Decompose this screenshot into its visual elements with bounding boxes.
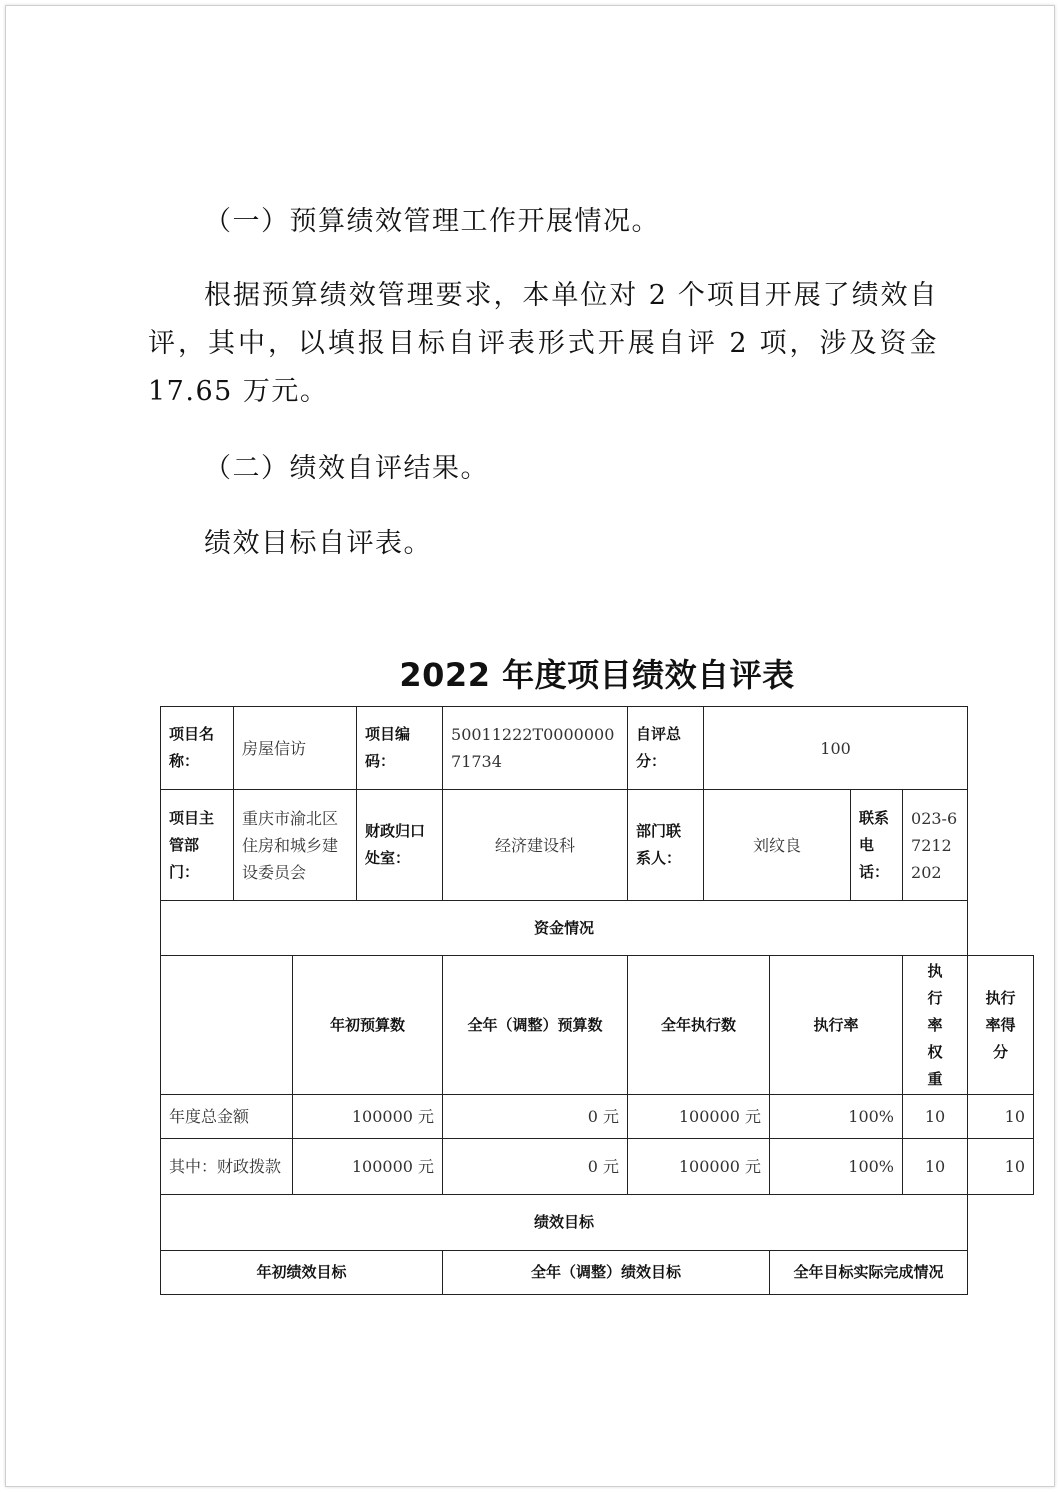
phone-label: 联系电话： (851, 790, 903, 901)
adjusted-budget-cell: 0 元 (443, 1095, 628, 1139)
executed-cell: 100000 元 (628, 1095, 770, 1139)
rate-score-header (968, 956, 1034, 1095)
adjusted-budget-cell: 0 元 (443, 1139, 628, 1195)
funds-header-blank (161, 956, 293, 1095)
adjusted-goal-header: 全年（调整）绩效目标 (443, 1251, 770, 1295)
performance-section-title: 绩效目标 (161, 1195, 968, 1251)
executed-cell: 100000 元 (628, 1139, 770, 1195)
evaluation-table (160, 706, 1034, 1295)
project-info-row (161, 707, 1034, 790)
section-heading-1: （一）预算绩效管理工作开展情况。 (204, 206, 660, 237)
contact-label: 部门联系人： (628, 790, 704, 901)
weight-cell: 10 (903, 1139, 968, 1195)
project-name-value: 房屋信访 (234, 707, 357, 790)
adjusted-budget-header: 全年（调整）预算数 (443, 956, 628, 1095)
funds-row-label: 其中：财政拨款 (161, 1139, 293, 1195)
dept-value: 重庆市渝北区住房和城乡建设委员会 (234, 790, 357, 901)
executed-header: 全年执行数 (628, 956, 770, 1095)
funds-section-title: 资金情况 (161, 901, 968, 956)
execution-rate-cell: 100% (770, 1139, 903, 1195)
performance-section-row (161, 1195, 1034, 1251)
finance-office-value: 经济建设科 (443, 790, 628, 901)
funds-header-row (161, 956, 1034, 1095)
dept-label: 项目主管部门： (161, 790, 234, 901)
project-code-label: 项目编码： (357, 707, 443, 790)
weight-cell: 10 (903, 1095, 968, 1139)
project-name-label: 项目名称： (161, 707, 234, 790)
table-title: 2022 年度项目绩效自评表 (399, 656, 795, 694)
execution-rate-header: 执行率 (770, 956, 903, 1095)
project-code-value: 50011222T000000071734 (443, 707, 628, 790)
initial-budget-cell: 100000 元 (293, 1095, 443, 1139)
weight-header-text: 执行率权重 (927, 961, 943, 1088)
funds-row-fiscal (161, 1139, 1034, 1195)
funds-row-total (161, 1095, 1034, 1139)
weight-header (903, 956, 968, 1095)
rate-score-header-text: 执行率得分 (985, 988, 1016, 1061)
initial-budget-cell: 100000 元 (293, 1139, 443, 1195)
section-heading-3: 绩效目标自评表。 (204, 528, 432, 559)
rate-score-cell: 10 (968, 1095, 1034, 1139)
total-score-label: 自评总分： (628, 707, 704, 790)
section-heading-2: （二）绩效自评结果。 (204, 453, 489, 484)
phone-value: 023-67212202 (903, 790, 968, 901)
funds-section-row (161, 901, 1034, 956)
department-info-row (161, 790, 1034, 901)
contact-value: 刘纹良 (704, 790, 851, 901)
rate-score-cell: 10 (968, 1139, 1034, 1195)
funds-row-label: 年度总金额 (161, 1095, 293, 1139)
actual-completion-header: 全年目标实际完成情况 (770, 1251, 968, 1295)
total-score-value: 100 (704, 707, 968, 790)
initial-budget-header: 年初预算数 (293, 956, 443, 1095)
execution-rate-cell: 100% (770, 1095, 903, 1139)
performance-header-row (161, 1251, 1034, 1295)
initial-goal-header: 年初绩效目标 (161, 1251, 443, 1295)
finance-office-label: 财政归口处室： (357, 790, 443, 901)
body-paragraph: 根据预算绩效管理要求，本单位对 2 个项目开展了绩效自评，其中，以填报目标自评表形式开展自评 2 项，涉及资金 17.65 万元。 (148, 280, 938, 407)
